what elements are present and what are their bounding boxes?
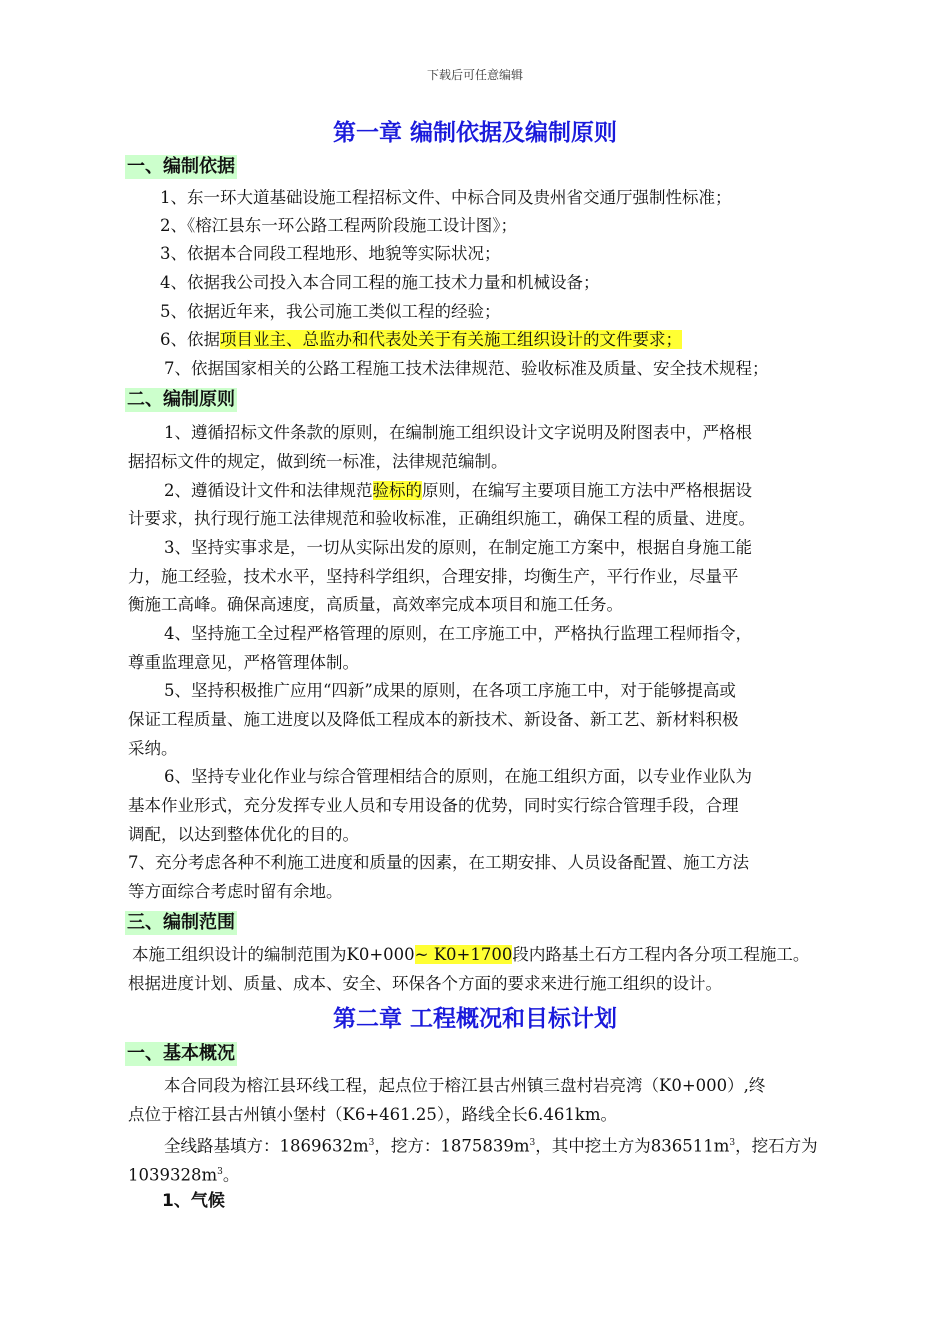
- scope-text-b: 段内路基土石方工程内各分项工程施工。: [512, 945, 810, 964]
- principle-5-line-2: 保证工程质量、施工进度以及降低工程成本的新技术、新设备、新工艺、新材料积极: [128, 710, 739, 729]
- principle-6-line-3: 调配，以达到整体优化的目的。: [128, 825, 359, 844]
- principle-1-line-1: 1、遵循招标文件条款的原则，在编制施工组织设计文字说明及附图表中，严格根: [164, 423, 752, 442]
- scope-line-2: 根据进度计划、质量、成本、安全、环保各个方面的要求来进行施工组织的设计。: [128, 974, 722, 993]
- header-note: 下载后可任意编辑: [426, 68, 523, 82]
- rock-cut-volume: 1039328m: [128, 1165, 218, 1185]
- scope-line-1: [132, 943, 809, 967]
- section-overview-heading: 一、基本概况: [127, 1043, 235, 1064]
- overview-p1-line-2: 点位于榕江县古州镇小堡村（K6+461.25），路线全长6.461km。: [128, 1105, 618, 1124]
- basis-item-6-highlight: 项目业主、总监办和代表处关于有关施工组织设计的文件要求；: [220, 330, 682, 349]
- basis-item-6: [160, 328, 682, 352]
- overview-p2-line-2: $1039328m^3$。: [128, 1165, 240, 1185]
- chapter-1-title: 第一章 编制依据及编制原则: [332, 120, 617, 146]
- earth-cut-volume: ，其中挖土方为836511m: [535, 1136, 730, 1156]
- scope-text-a: 本施工组织设计的编制范围为K0+000: [132, 945, 415, 964]
- basis-item-6-prefix: 6、依据: [160, 330, 220, 349]
- basis-item-4: 4、依据我公司投入本合同工程的施工技术力量和机械设备；: [160, 273, 600, 292]
- rock-cut-label: ，挖石方为: [735, 1136, 818, 1156]
- principle-4-line-1: 4、坚持施工全过程严格管理的原则，在工序施工中，严格执行监理工程师指令，: [164, 624, 752, 643]
- principle-5-line-1: 5、坚持积极推广应用“四新”成果的原则，在各项工序施工中，对于能够提高或: [164, 681, 736, 700]
- principle-2-text-a: 2、遵循设计文件和法律规范: [164, 481, 373, 500]
- principle-1-line-2: 据招标文件的规定，做到统一标准，法律规范编制。: [128, 452, 508, 471]
- principle-3-line-1: 3、坚持实事求是，一切从实际出发的原则，在制定施工方案中，根据自身施工能: [164, 538, 752, 557]
- basis-item-1: 1、东一环大道基础设施工程招标文件、中标合同及贵州省交通厅强制性标准；: [160, 188, 732, 207]
- principle-6-line-2: 基本作业形式，充分发挥专业人员和专用设备的优势，同时实行综合管理手段，合理: [128, 796, 739, 815]
- principle-2-line-1: [164, 479, 752, 503]
- principle-7-line-2: 等方面综合考虑时留有余地。: [128, 882, 343, 901]
- fill-volume: 全线路基填方：1869632m: [164, 1136, 369, 1156]
- basis-item-7: 7、依据国家相关的公路工程施工技术法律规范、验收标准及质量、安全技术规程；: [164, 359, 769, 378]
- unit-sup-2: 3: [529, 1138, 536, 1148]
- basis-item-5: 5、依据近年来，我公司施工类似工程的经验；: [160, 302, 501, 321]
- overview-p2-line-1: [164, 1131, 818, 1159]
- basis-item-3: 3、依据本合同段工程地形、地貌等实际状况；: [160, 244, 501, 263]
- principle-2-line-2: 计要求，执行现行施工法律规范和验收标准，正确组织施工，确保工程的质量、进度。: [128, 509, 755, 528]
- basis-item-2: 2、《榕江县东一环公路工程两阶段施工设计图》；: [160, 216, 517, 235]
- unit-sup-4: 3: [217, 1167, 223, 1177]
- climate-heading: 1、气候: [162, 1191, 225, 1211]
- principle-3-line-3: 衡施工高峰。确保高速度，高质量，高效率完成本项目和施工任务。: [128, 595, 623, 614]
- cut-volume: ，挖方：1875839m: [374, 1136, 530, 1156]
- chapter-2-title: 第二章 工程概况和目标计划: [332, 1006, 617, 1032]
- section-principles-heading: 二、编制原则: [127, 389, 235, 410]
- section-basis-heading: 一、编制依据: [127, 156, 235, 177]
- unit-sup-1: 3: [368, 1138, 375, 1148]
- principle-2-highlight: 验标的: [372, 481, 422, 500]
- principle-4-line-2: 尊重监理意见，严格管理体制。: [128, 653, 359, 672]
- section-scope-heading: 三、编制范围: [127, 912, 235, 933]
- unit-sup-3: 3: [729, 1138, 736, 1148]
- principle-6-line-1: 6、坚持专业化作业与综合管理相结合的原则，在施工组织方面，以专业作业队为: [164, 767, 752, 786]
- principle-2-text-b: 原则，在编写主要项目施工方法中严格根据设: [422, 481, 752, 500]
- scope-highlight: ~ K0+1700: [414, 945, 513, 964]
- principle-7-line-1: 7、充分考虑各种不利施工进度和质量的因素，在工期安排、人员设备配置、施工方法: [128, 853, 749, 872]
- overview-p1-line-1: 本合同段为榕江县环线工程，起点位于榕江县古州镇三盘村岩亮湾（K0+000）,终: [164, 1076, 766, 1095]
- principle-5-line-3: 采纳。: [128, 739, 178, 758]
- principle-3-line-2: 力，施工经验，技术水平，坚持科学组织，合理安排，均衡生产，平行作业，尽量平: [128, 567, 739, 586]
